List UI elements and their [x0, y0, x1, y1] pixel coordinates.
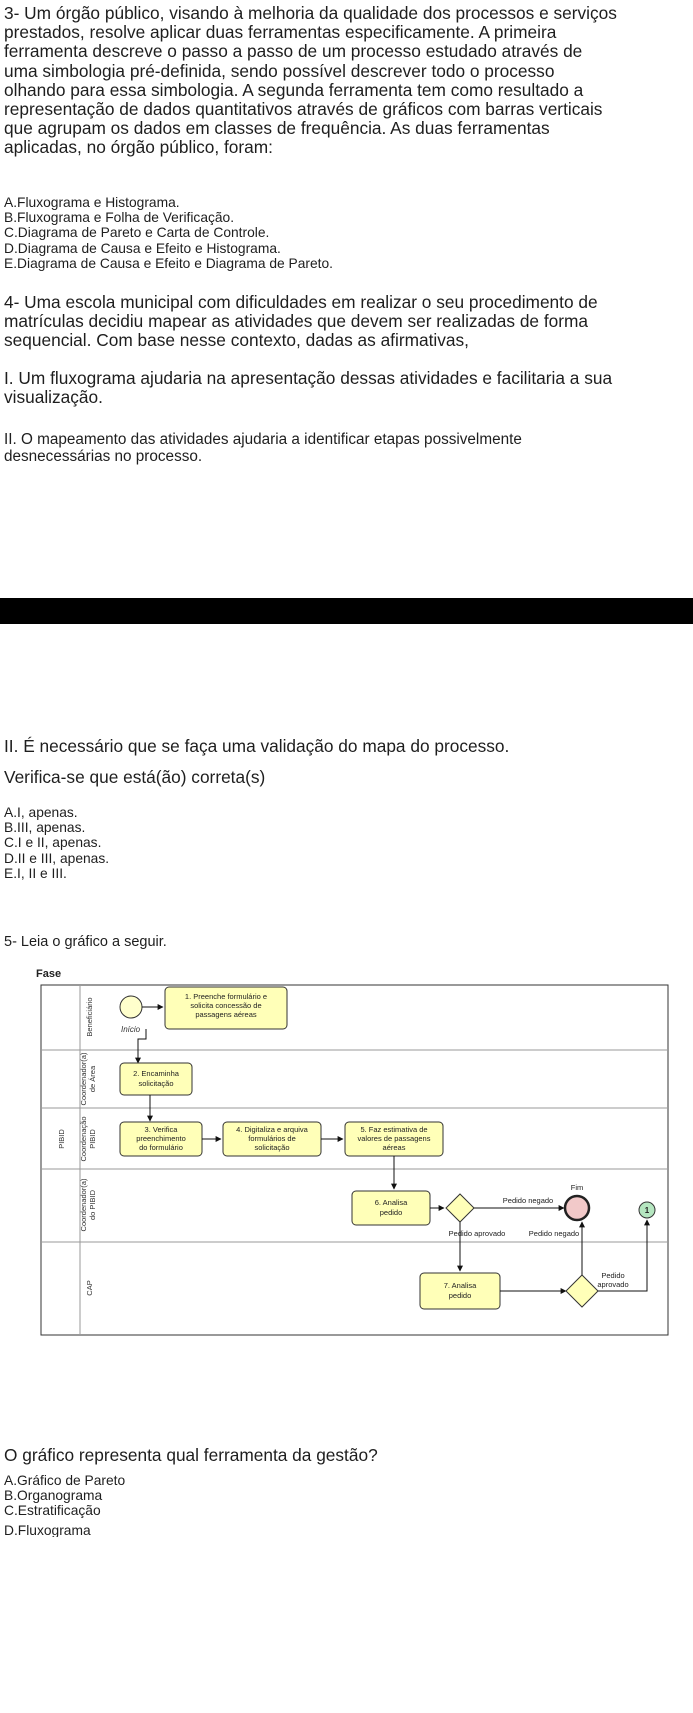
- q3-option-a[interactable]: A.Fluxograma e Histograma.: [4, 195, 180, 210]
- q4-option-d[interactable]: D.II e III, apenas.: [4, 850, 110, 866]
- start-event: [120, 996, 142, 1018]
- q5-option-d[interactable]: D.Fluxograma: [4, 1523, 91, 1537]
- redaction-bar: [0, 598, 693, 624]
- statement-line: II. O mapeamento das atividades ajudaria a identificar etapas possivelmente: [4, 431, 522, 448]
- task-3-text: 3. Verifica: [144, 1125, 178, 1134]
- question-3: [4, 4, 689, 158]
- prompt-line: Verifica-se que está(ão) correta(s): [4, 767, 266, 787]
- lane-label-beneficiario: Beneficiário: [85, 997, 94, 1037]
- q5-option-a[interactable]: A.Gráfico de Pareto: [4, 1473, 126, 1488]
- task-4-text: formulários de: [248, 1134, 296, 1143]
- question-4: [4, 293, 689, 351]
- statement-line: I. Um fluxograma ajudaria na apresentação dessas atividades e facilitaria a sua: [4, 368, 613, 388]
- task-4-text: 4. Digitaliza e arquiva: [236, 1125, 308, 1134]
- lane-label-pibid: PIBID: [57, 1129, 66, 1149]
- process-flowchart: [30, 965, 675, 1713]
- q3-line: que agrupam os dados em classes de frequência. As duas ferramentas: [4, 118, 550, 139]
- q5-question: [4, 1446, 689, 1465]
- q4-prompt: [4, 768, 689, 787]
- q3-line: representação de dados quantitativos através de gráficos com barras verticais: [4, 99, 603, 120]
- edge-label-aprovado-2: Pedido: [601, 1271, 625, 1280]
- question-5-intro: [4, 935, 689, 950]
- lane-label-coord-pibid: Coordenador(a): [79, 1178, 88, 1232]
- q5-option-d-clip: [4, 1523, 91, 1537]
- start-label: Início: [121, 1025, 141, 1034]
- connector-1-label: 1: [644, 1206, 650, 1215]
- lane-label-coord-pibid-2: do PIBID: [88, 1189, 97, 1221]
- q5-question-text: O gráfico representa qual ferramenta da gestão?: [4, 1445, 378, 1465]
- q4-line: sequencial. Com base nesse contexto, dadas as afirmativas,: [4, 330, 469, 351]
- task-4-text: solicitação: [254, 1143, 290, 1152]
- task-5-text: aéreas: [382, 1143, 406, 1152]
- q4-options: [4, 805, 689, 881]
- task-6-text: 6. Analisa: [374, 1198, 408, 1207]
- task-3-text: preenchimento: [136, 1134, 186, 1143]
- q4-statement-2: [4, 431, 689, 465]
- q3-line: aplicadas, no órgão público, foram:: [4, 137, 273, 158]
- task-7-text: 7. Analisa: [443, 1281, 477, 1290]
- task-3-text: do formulário: [139, 1143, 183, 1152]
- edge-label-aprovado-2b: aprovado: [597, 1280, 629, 1289]
- q4-line: 4- Uma escola municipal com dificuldades em realizar o seu procedimento de: [4, 292, 598, 312]
- q3-options: [4, 195, 689, 271]
- end-label: Fim: [570, 1183, 584, 1192]
- q3-line: uma simbologia pré-definida, sendo possível descrever todo o processo: [4, 60, 555, 81]
- q5-options: [4, 1473, 689, 1519]
- q4-option-c[interactable]: C.I e II, apenas.: [4, 835, 102, 851]
- task-7-text: pedido: [448, 1291, 472, 1300]
- q3-line: 3- Um órgão público, visando à melhoria da qualidade dos processos e serviços: [4, 3, 617, 23]
- lane-label-coord-area-2: de Área: [88, 1065, 97, 1093]
- q4-option-a[interactable]: A.I, apenas.: [4, 805, 78, 820]
- phase-label: Fase: [36, 968, 62, 980]
- lane-label-cap: CAP: [85, 1280, 94, 1296]
- statement-line: desnecessárias no processo.: [4, 448, 203, 465]
- q4-line: matrículas decidiu mapear as atividades que devem ser realizadas de forma: [4, 311, 589, 332]
- task-1-text: passagens aéreas: [195, 1010, 257, 1019]
- statement-line: II. É necessário que se faça uma validação do mapa do processo.: [4, 736, 510, 756]
- lane-label-coordenacao-2: PIBID: [88, 1129, 97, 1149]
- q4-statement-1: [4, 369, 689, 407]
- q3-option-c[interactable]: C.Diagrama de Pareto e Carta de Controle.: [4, 225, 270, 241]
- statement-line: visualização.: [4, 387, 103, 408]
- task-5-text: valores de passagens: [357, 1134, 431, 1143]
- q3-line: olhando para essa simbologia. A segunda ferramenta tem como resultado a: [4, 79, 584, 100]
- task-6-text: pedido: [379, 1208, 403, 1217]
- q3-line: prestados, resolve aplicar duas ferramentas especificamente. A primeira: [4, 22, 557, 43]
- task-1-text: 1. Preenche formulário e: [184, 992, 268, 1001]
- q5-intro: 5- Leia o gráfico a seguir.: [4, 934, 167, 950]
- q3-option-d[interactable]: D.Diagrama de Causa e Efeito e Histograma.: [4, 240, 281, 256]
- q4-option-b[interactable]: B.III, apenas.: [4, 820, 86, 836]
- task-5-text: 5. Faz estimativa de: [360, 1125, 428, 1134]
- edge-label-negado-2: Pedido negado: [528, 1229, 580, 1238]
- q5-option-c[interactable]: C.Estratificação: [4, 1503, 101, 1519]
- q4-statement-3: [4, 737, 689, 756]
- task-2-text: solicitação: [138, 1079, 174, 1088]
- task-1-text: solicita concessão de: [190, 1001, 262, 1010]
- lane-label-coord-area: Coordenador(a): [79, 1052, 88, 1106]
- q5-option-b[interactable]: B.Organograma: [4, 1488, 103, 1504]
- end-event: [565, 1196, 589, 1220]
- q4-option-e[interactable]: E.I, II e III.: [4, 865, 67, 881]
- q3-option-b[interactable]: B.Fluxograma e Folha de Verificação.: [4, 210, 235, 226]
- q3-line: ferramenta descreve o passo a passo de um processo estudado através de: [4, 41, 583, 62]
- task-2-text: 2. Encaminha: [133, 1069, 179, 1078]
- q3-option-e[interactable]: E.Diagrama de Causa e Efeito e Diagrama de Pareto.: [4, 255, 334, 271]
- lane-label-coordenacao: Coordenação: [79, 1116, 88, 1162]
- edge-label-aprovado: Pedido aprovado: [448, 1229, 506, 1238]
- edge-label-negado: Pedido negado: [502, 1196, 554, 1205]
